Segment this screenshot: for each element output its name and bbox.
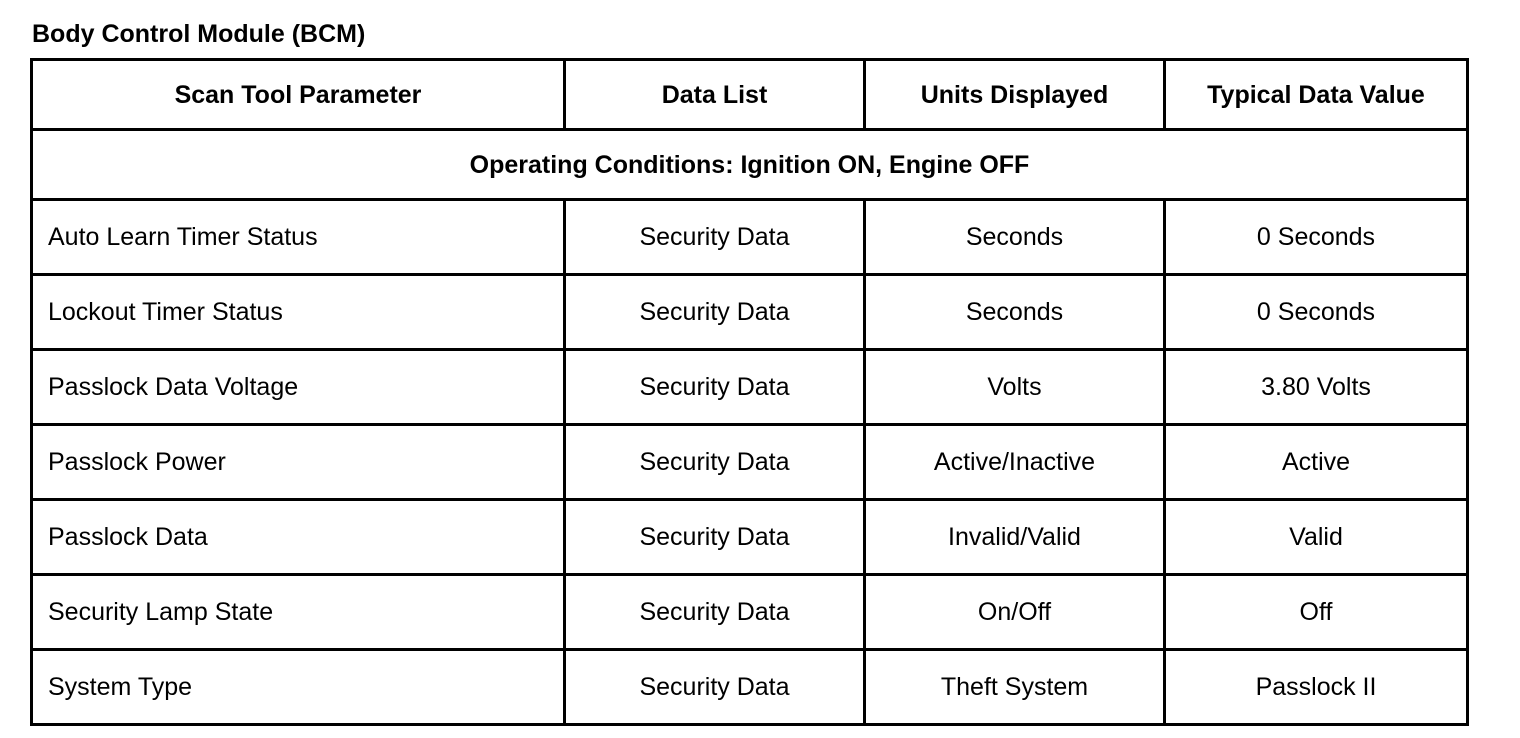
units-cell: Seconds <box>865 275 1165 350</box>
typical-value-cell: Valid <box>1165 500 1468 575</box>
units-cell: Invalid/Valid <box>865 500 1165 575</box>
table-row <box>32 575 1468 650</box>
data-list-cell: Security Data <box>565 575 865 650</box>
data-list-cell: Security Data <box>565 350 865 425</box>
table-row <box>32 350 1468 425</box>
parameter-cell: Passlock Data Voltage <box>32 350 565 425</box>
units-cell: Theft System <box>865 650 1165 725</box>
column-header-data-list: Data List <box>565 60 865 130</box>
operating-conditions-row <box>32 130 1468 200</box>
units-cell: Seconds <box>865 200 1165 275</box>
data-list-cell: Security Data <box>565 425 865 500</box>
data-list-cell: Security Data <box>565 275 865 350</box>
units-cell: On/Off <box>865 575 1165 650</box>
table-row <box>32 425 1468 500</box>
data-list-cell: Security Data <box>565 200 865 275</box>
parameter-cell: Passlock Power <box>32 425 565 500</box>
typical-value-cell: 0 Seconds <box>1165 200 1468 275</box>
units-cell: Volts <box>865 350 1165 425</box>
table-row <box>32 200 1468 275</box>
data-list-cell: Security Data <box>565 500 865 575</box>
column-header-units-displayed: Units Displayed <box>865 60 1165 130</box>
column-header-typical-data-value: Typical Data Value <box>1165 60 1468 130</box>
parameter-cell: Auto Learn Timer Status <box>32 200 565 275</box>
page-title: Body Control Module (BCM) <box>32 20 366 48</box>
parameter-cell: Lockout Timer Status <box>32 275 565 350</box>
column-header-scan-tool-parameter: Scan Tool Parameter <box>32 60 565 130</box>
parameter-cell: System Type <box>32 650 565 725</box>
typical-value-cell: Off <box>1165 575 1468 650</box>
typical-value-cell: 0 Seconds <box>1165 275 1468 350</box>
data-list-cell: Security Data <box>565 650 865 725</box>
table-row <box>32 650 1468 725</box>
table-row <box>32 275 1468 350</box>
typical-value-cell: Active <box>1165 425 1468 500</box>
units-cell: Active/Inactive <box>865 425 1165 500</box>
table-header-row <box>32 60 1468 130</box>
parameter-cell: Security Lamp State <box>32 575 565 650</box>
data-table <box>30 58 1469 726</box>
typical-value-cell: Passlock II <box>1165 650 1468 725</box>
operating-conditions: Operating Conditions: Ignition ON, Engine OFF <box>32 130 1468 200</box>
typical-value-cell: 3.80 Volts <box>1165 350 1468 425</box>
parameter-cell: Passlock Data <box>32 500 565 575</box>
table-row <box>32 500 1468 575</box>
